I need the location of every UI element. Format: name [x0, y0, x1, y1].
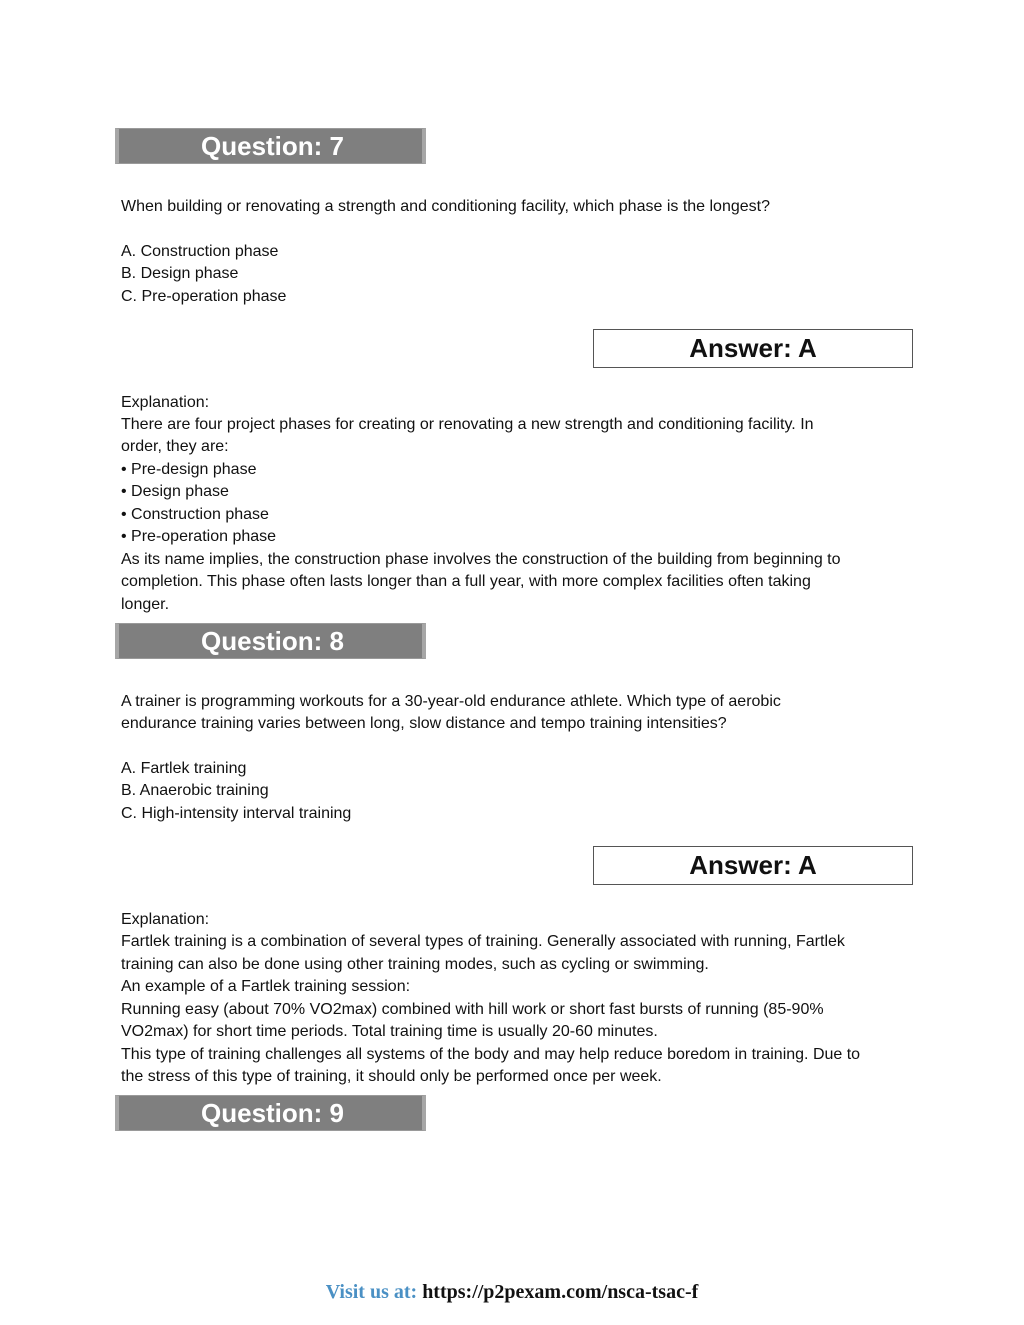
question-7-explanation-line: Explanation:	[121, 394, 210, 411]
question-8-explanation-line: Fartlek training is a combination of several types of training. Generally associated with running, Fartlek	[121, 933, 845, 950]
question-7-answer: Answer: A	[689, 333, 817, 363]
footer-visit-label: Visit us at:	[325, 1281, 423, 1303]
question-7-option-b: B. Design phase	[121, 265, 239, 282]
question-8-text-line: A trainer is programming workouts for a 30-year-old endurance athlete. Which type of aerobic	[121, 693, 781, 710]
question-7-explanation-line: There are four project phases for creating or renovating a new strength and conditioning facility. In	[121, 416, 814, 433]
question-8-option-c: C. High-intensity interval training	[121, 805, 352, 822]
question-7-explanation-line: As its name implies, the construction phase involves the construction of the building from beginning to	[121, 551, 841, 568]
question-7-explanation-line: • Pre-design phase	[121, 461, 257, 478]
question-7-header	[115, 128, 426, 164]
question-7-explanation-line: • Construction phase	[121, 506, 269, 523]
question-8-explanation-line: Running easy (about 70% VO2max) combined with hill work or short fast bursts of running (85-90%	[121, 1001, 824, 1018]
question-7-answer-box	[593, 329, 913, 368]
question-7-option-a: A. Construction phase	[121, 243, 279, 260]
footer	[0, 1281, 1024, 1304]
question-7-explanation-line: • Design phase	[121, 483, 229, 500]
question-8-answer-box	[593, 846, 913, 885]
question-8-text-line: endurance training varies between long, slow distance and tempo training intensities?	[121, 715, 727, 732]
question-7-explanation-line: • Pre-operation phase	[121, 528, 277, 545]
question-8-title: Question: 8	[201, 626, 345, 656]
question-8-explanation-line: VO2max) for short time periods. Total training time is usually 20-60 minutes.	[121, 1023, 658, 1040]
question-8-answer: Answer: A	[689, 850, 817, 880]
question-9-header	[115, 1095, 426, 1131]
question-7-text: When building or renovating a strength and conditioning facility, which phase is the longest?	[121, 198, 770, 215]
footer-url-link[interactable]: https://p2pexam.com/nsca-tsac-f	[422, 1281, 699, 1303]
question-8-option-b: B. Anaerobic training	[121, 782, 269, 799]
question-8-explanation-line: An example of a Fartlek training session:	[121, 978, 411, 995]
question-7-explanation-line: completion. This phase often lasts longer than a full year, with more complex facilities often taking	[121, 573, 811, 590]
question-7-explanation-line: order, they are:	[121, 438, 229, 455]
question-7-title: Question: 7	[201, 131, 345, 161]
question-8-explanation-line: This type of training challenges all systems of the body and may help reduce boredom in training. Due to	[121, 1046, 861, 1063]
question-9-title: Question: 9	[201, 1098, 345, 1128]
question-8-explanation-line: training can also be done using other training modes, such as cycling or swimming.	[121, 956, 709, 973]
question-8-header	[115, 623, 426, 659]
question-8-explanation-line: Explanation:	[121, 911, 210, 928]
question-7-option-c: C. Pre-operation phase	[121, 288, 287, 305]
question-7-explanation-line: longer.	[121, 596, 170, 613]
question-8-option-a: A. Fartlek training	[121, 760, 247, 777]
question-8-explanation-line: the stress of this type of training, it should only be performed once per week.	[121, 1068, 662, 1085]
